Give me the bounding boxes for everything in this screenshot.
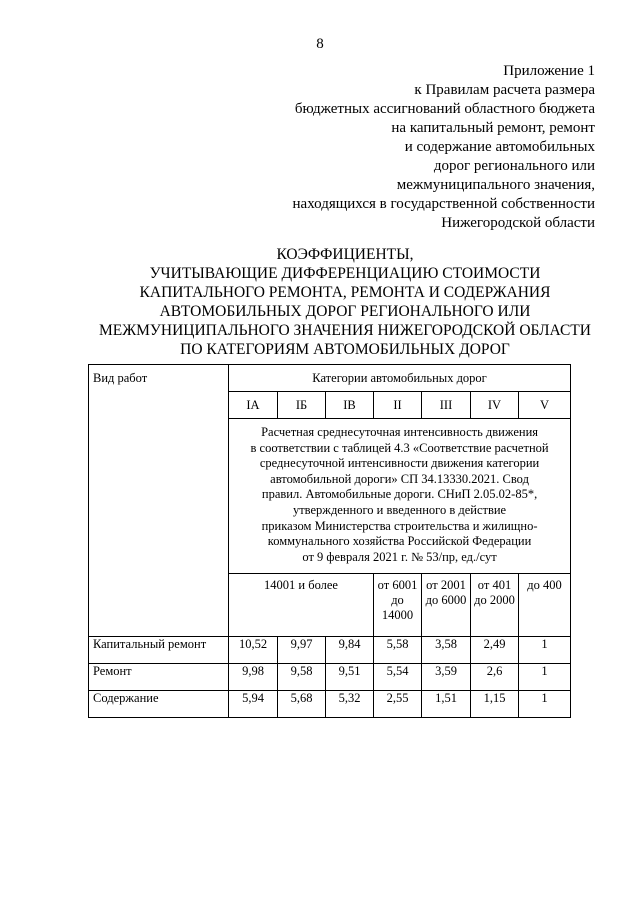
table-cell: 5,94	[229, 691, 278, 718]
table-cell: 1	[519, 691, 571, 718]
table-cell: 1,51	[422, 691, 471, 718]
appendix-line: Нижегородской области	[441, 215, 595, 231]
intensity-note	[229, 419, 571, 574]
table-cell: 2,6	[471, 664, 519, 691]
table-cell: 1	[519, 637, 571, 664]
intensity-note-line: утвержденного и введенного в действие	[292, 502, 507, 517]
category-header: IБ	[278, 392, 326, 419]
table-cell: 9,58	[278, 664, 326, 691]
intensity-range	[374, 574, 422, 637]
intensity-range	[471, 574, 519, 637]
header-work-type: Вид работ	[89, 365, 229, 637]
title-line: УЧИТЫВАЮЩИЕ ДИФФЕРЕНЦИАЦИЮ СТОИМОСТИ	[149, 265, 541, 282]
table-cell: 10,52	[229, 637, 278, 664]
row-label: Содержание	[89, 691, 229, 718]
intensity-note-line: среднесуточной интенсивности движения категории	[259, 456, 540, 471]
intensity-note-line: правил. Автомобильные дороги. СНиП 2.05.02-85*,	[261, 487, 538, 502]
table-cell: 2,49	[471, 637, 519, 664]
table-cell: 1	[519, 664, 571, 691]
intensity-range-text: от 6001	[377, 578, 418, 593]
table-cell: 5,54	[374, 664, 422, 691]
category-header: V	[519, 392, 571, 419]
title-line: ПО КАТЕГОРИЯМ АВТОМОБИЛЬНЫХ ДОРОГ	[180, 341, 510, 358]
appendix-line: к Правилам расчета размера	[414, 82, 595, 98]
table-row	[89, 637, 571, 664]
table-row	[89, 664, 571, 691]
table-cell: 5,32	[326, 691, 374, 718]
appendix-line: бюджетных ассигнований областного бюджета	[294, 101, 595, 117]
category-header: II	[374, 392, 422, 419]
table-cell: 9,51	[326, 664, 374, 691]
row-label: Капитальный ремонт	[89, 637, 229, 664]
intensity-range-text: 14001 и более	[264, 578, 338, 593]
header-categories: Категории автомобильных дорог	[229, 365, 571, 392]
appendix-line: дорог регионального или	[433, 158, 595, 174]
appendix-header	[195, 62, 595, 233]
table-cell: 2,55	[374, 691, 422, 718]
category-header: IA	[229, 392, 278, 419]
category-header: III	[422, 392, 471, 419]
appendix-line: на капитальный ремонт, ремонт	[391, 120, 595, 136]
intensity-range-text: 14000	[381, 608, 414, 623]
intensity-range	[229, 574, 374, 637]
intensity-range-text: от 2001	[426, 578, 466, 593]
table-row	[89, 691, 571, 718]
intensity-range-text: от 401	[477, 578, 512, 593]
table-cell: 1,15	[471, 691, 519, 718]
title-line: АВТОМОБИЛЬНЫХ ДОРОГ РЕГИОНАЛЬНОГО ИЛИ	[159, 303, 531, 320]
intensity-note-line: коммунального хозяйства Российской Федерации	[267, 534, 532, 549]
appendix-line: находящихся в государственной собственности	[292, 196, 595, 212]
intensity-note-line: от 9 февраля 2021 г. № 53/пр, ед./сут	[302, 549, 497, 564]
intensity-note-line: приказом Министерства строительства и жилищно-	[261, 518, 538, 533]
title-line: КОЭФФИЦИЕНТЫ,	[276, 246, 414, 263]
intensity-range-text: до 2000	[474, 593, 515, 608]
intensity-range-text: до 400	[527, 578, 562, 593]
table-cell: 9,98	[229, 664, 278, 691]
appendix-line: и содержание автомобильных	[404, 139, 595, 155]
title-line: КАПИТАЛЬНОГО РЕМОНТА, РЕМОНТА И СОДЕРЖАНИЯ	[139, 284, 551, 301]
category-header: IВ	[326, 392, 374, 419]
category-header: IV	[471, 392, 519, 419]
appendix-line: межмуниципального значения,	[396, 177, 595, 193]
table-cell: 9,84	[326, 637, 374, 664]
document-title	[60, 245, 630, 359]
intensity-note-line: в соответствии с таблицей 4.3 «Соответствие расчетной	[250, 440, 549, 455]
appendix-line: Приложение 1	[503, 63, 595, 79]
table-cell: 5,58	[374, 637, 422, 664]
table-cell: 3,58	[422, 637, 471, 664]
intensity-range	[519, 574, 571, 637]
page-number: 8	[316, 36, 324, 52]
intensity-note-line: автомобильной дороги» СП 34.13330.2021. Свод	[270, 471, 529, 486]
table-cell: 3,59	[422, 664, 471, 691]
intensity-range-text: до	[391, 593, 404, 608]
coefficients-table	[88, 364, 571, 718]
title-line: МЕЖМУНИЦИПАЛЬНОГО ЗНАЧЕНИЯ НИЖЕГОРОДСКОЙ ОБЛАСТИ	[99, 322, 591, 339]
table-cell: 9,97	[278, 637, 326, 664]
row-label: Ремонт	[89, 664, 229, 691]
intensity-range-text: до 6000	[425, 593, 467, 608]
intensity-note-line: Расчетная среднесуточная интенсивность движения	[261, 425, 539, 439]
intensity-range	[422, 574, 471, 637]
table-cell: 5,68	[278, 691, 326, 718]
